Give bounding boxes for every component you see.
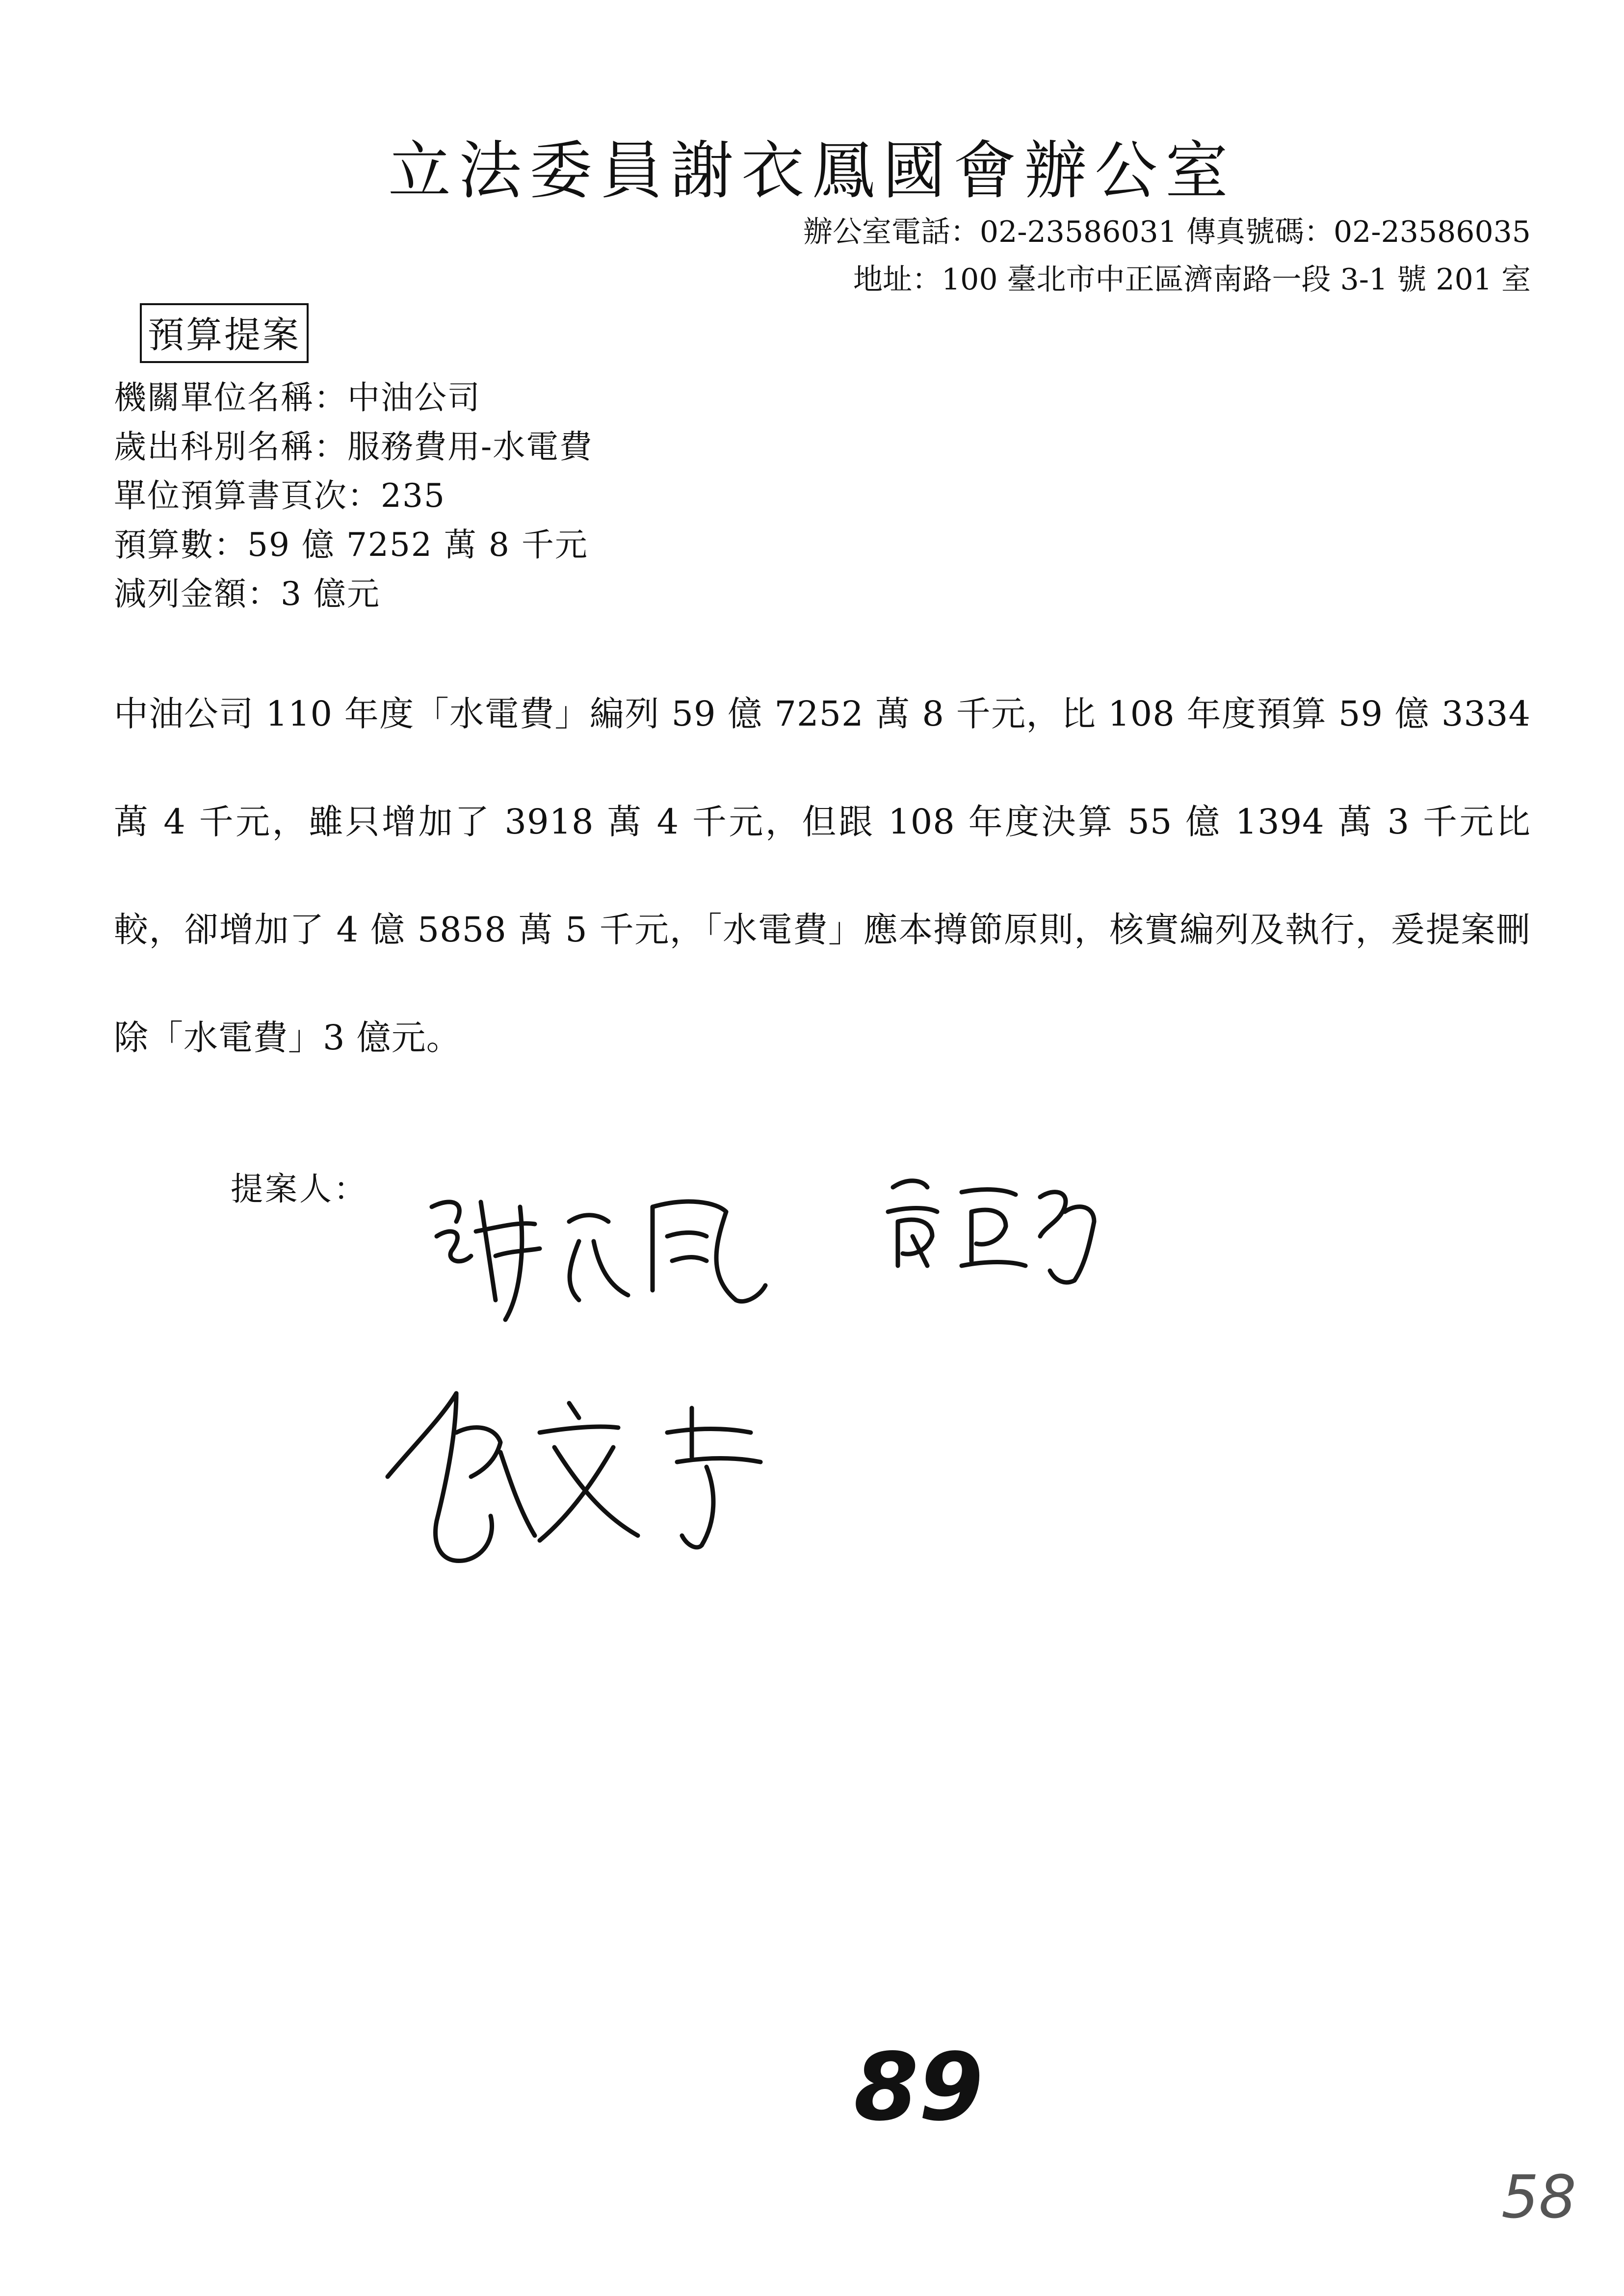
field-reduction-amount-label: 減列金額：: [114, 575, 281, 613]
field-budget-amount-value: 59 億 7252 萬 8 千元: [247, 526, 588, 564]
office-phone-fax: 辦公室電話：02-23586031 傳真號碼：02-23586035: [803, 215, 1531, 249]
handwritten-page-number-89: [854, 2033, 991, 2141]
field-expenditure-item: [114, 420, 593, 467]
proposal-type-box: 預算提案: [140, 303, 309, 363]
handwritten-corner-number-58: [1501, 2164, 1599, 2232]
field-agency-label: 機關單位名稱：: [114, 379, 347, 417]
office-address: 地址：100 臺北市中正區濟南路一段 3-1 號 201 室: [853, 262, 1531, 297]
signature-3: [373, 1374, 814, 1580]
field-reduction-amount: [114, 568, 380, 614]
signature-2: [878, 1168, 1114, 1295]
svg-text:58: 58: [1501, 2164, 1576, 2232]
field-agency-value: 中油公司: [347, 379, 481, 417]
field-expenditure-item-label: 歲出科別名稱：: [114, 428, 347, 466]
field-budget-page-label: 單位預算書頁次：: [114, 477, 381, 515]
proposer-label: 提案人：: [231, 1170, 368, 1208]
field-agency: [114, 371, 481, 418]
signature-1: [422, 1177, 814, 1339]
office-title: 立法委員謝衣鳳國會辦公室: [388, 134, 1236, 208]
field-reduction-amount-value: 3 億元: [281, 575, 380, 613]
field-expenditure-item-value: 服務費用-水電費: [347, 428, 593, 466]
field-budget-page: [114, 470, 445, 516]
field-budget-amount-label: 預算數：: [114, 526, 247, 564]
proposal-body-text: 中油公司 110 年度「水電費」編列 59 億 7252 萬 8 千元，比 108 年度預算 59 億 3334 萬 4 千元，雖只增加了 3918 萬 4 千元，但跟 108 年度決算 55 億 1394 萬 3 千元比較，卻增加了 4 億 5858 萬 5 千元，「水電費」應本撙節原則，核實編列及執行，爰提案刪除「水電費」3 億元。: [114, 694, 1531, 1058]
field-budget-amount: [114, 519, 588, 565]
field-budget-page-value: 235: [381, 477, 445, 515]
svg-text:89: 89: [854, 2033, 984, 2141]
